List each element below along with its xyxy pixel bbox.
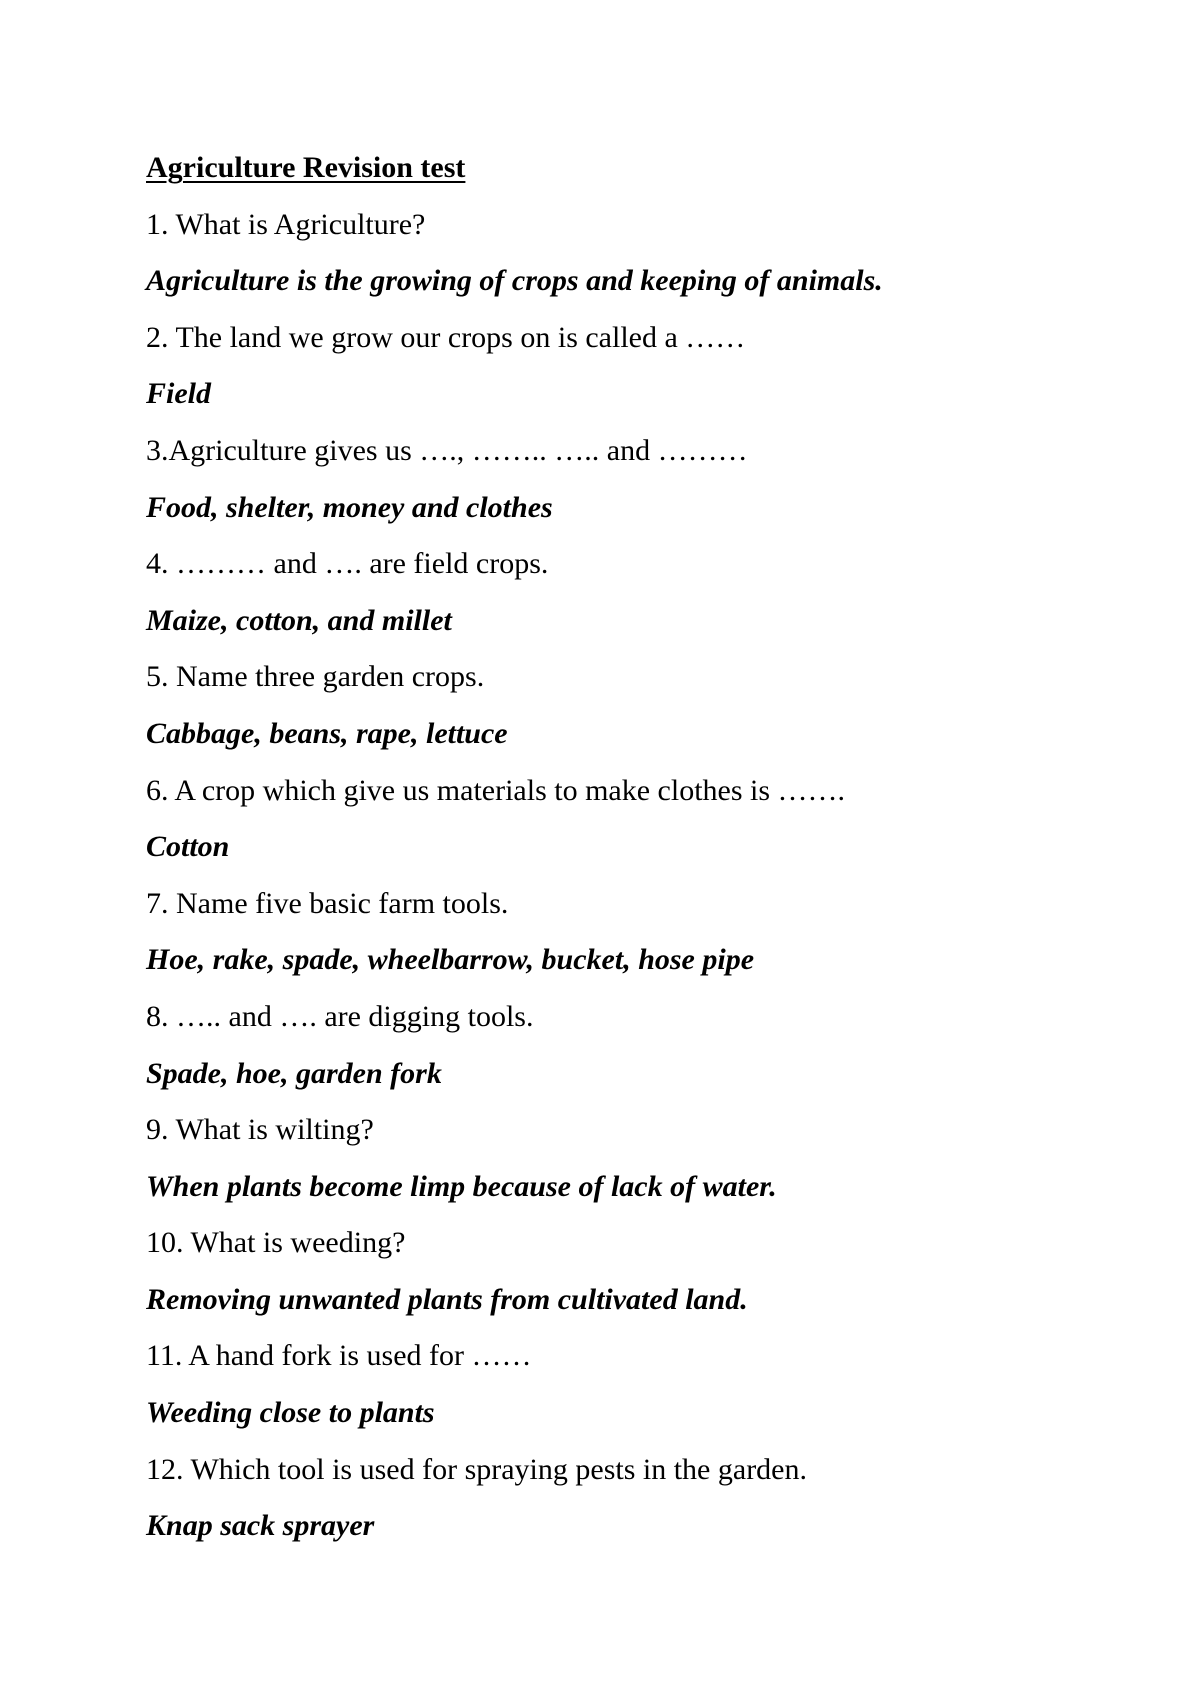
question-12: 12. Which tool is used for spraying pests in the garden. — [146, 1452, 807, 1486]
question-5: 5. Name three garden crops. — [146, 660, 485, 694]
answer-5: Cabbage, beans, rape, lettuce — [146, 716, 508, 750]
answer-12: Knap sack sprayer — [146, 1509, 375, 1543]
question-11: 11. A hand fork is used for …… — [146, 1339, 532, 1373]
question-6: 6. A crop which give us materials to make clothes is ……. — [146, 773, 846, 807]
question-7: 7. Name five basic farm tools. — [146, 886, 509, 920]
answer-9: When plants become limp because of lack of water. — [146, 1169, 777, 1203]
question-4: 4. ……… and …. are field crops. — [146, 547, 549, 581]
question-2: 2. The land we grow our crops on is called a …… — [146, 320, 746, 354]
answer-10: Removing unwanted plants from cultivated land. — [146, 1282, 748, 1316]
question-8: 8. ….. and …. are digging tools. — [146, 999, 534, 1033]
question-9: 9. What is wilting? — [146, 1113, 374, 1147]
answer-7: Hoe, rake, spade, wheelbarrow, bucket, hose pipe — [146, 943, 755, 977]
answer-2: Field — [146, 377, 211, 411]
document-body — [146, 140, 1146, 1555]
answer-1: Agriculture is the growing of crops and keeping of animals. — [146, 264, 883, 298]
question-10: 10. What is weeding? — [146, 1226, 406, 1260]
answer-8: Spade, hoe, garden fork — [146, 1056, 442, 1090]
question-3: 3.Agriculture gives us …., …….. ….. and ……… — [146, 433, 748, 467]
answer-3: Food, shelter, money and clothes — [146, 490, 553, 524]
answer-4: Maize, cotton, and millet — [146, 603, 452, 637]
document-title: Agriculture Revision test — [146, 151, 466, 184]
answer-11: Weeding close to plants — [146, 1396, 435, 1430]
question-1: 1. What is Agriculture? — [146, 207, 426, 241]
answer-6: Cotton — [146, 830, 230, 864]
